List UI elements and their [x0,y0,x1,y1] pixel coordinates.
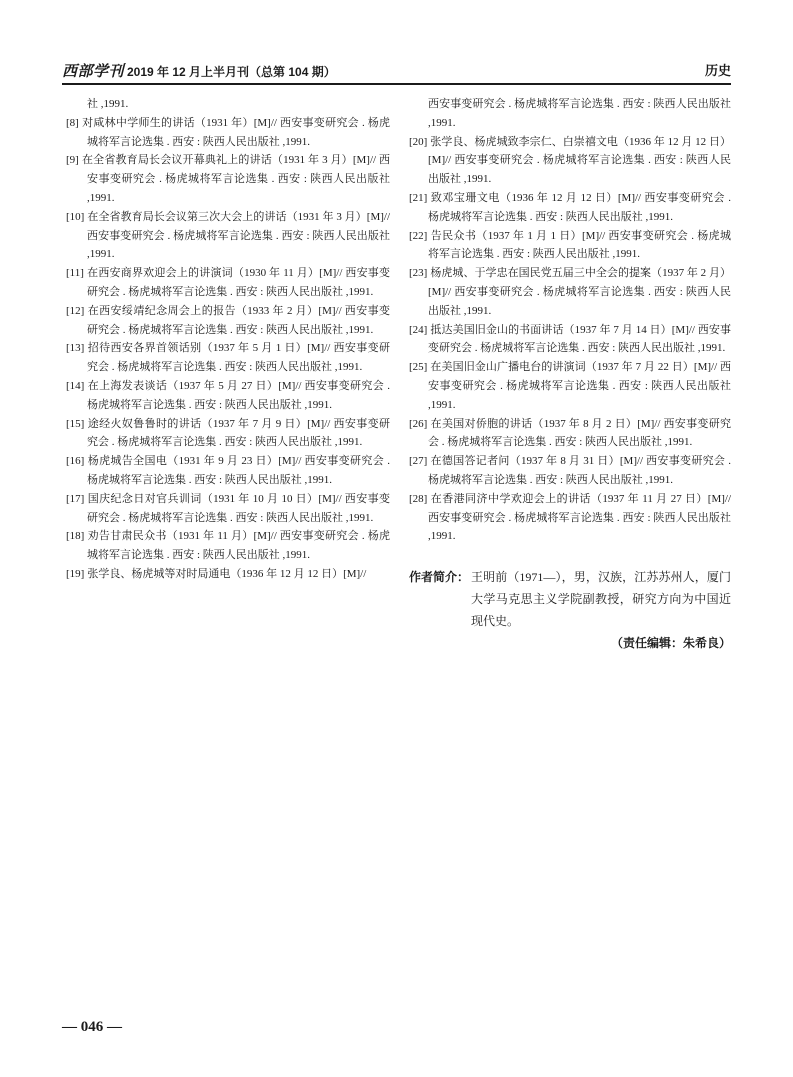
reference-text: 国庆纪念日对官兵训词（1931 年 10 月 10 日）[M]// 西安事变研究会 . 杨虎城将军言论选集 . 西安 : 陕西人民出版社 ,1991. [87,492,390,524]
reference-number: [28] [409,492,428,505]
references-left-column [66,95,390,584]
reference-text: 在西安商界欢迎会上的讲演词（1930 年 11 月）[M]// 西安事变研究会 . 杨虎城将军言论选集 . 西安 : 陕西人民出版社 ,1991. [86,267,390,298]
reference-text: 在西安绥靖纪念周会上的报告（1933 年 2 月）[M]// 西安事变研究会 . 杨虎城将军言论选集 . 西安 : 陕西人民出版社 ,1991. [87,304,390,336]
reference-text: 途经火奴鲁鲁时的讲话（1937 年 7 月 9 日）[M]// 西安事变研究会 . 杨虎城将军言论选集 . 西安 : 陕西人民出版社 ,1991. [87,417,390,449]
reference-item [66,339,390,377]
reference-item [409,264,731,320]
reference-text: 在上海发表谈话（1937 年 5 月 27 日）[M]// 西安事变研究会 . 杨虎城将军言论选集 . 西安 : 陕西人民出版社 ,1991. [87,379,390,411]
reference-item [66,264,390,302]
reference-number: [15] [66,417,85,430]
reference-number: [13] [66,342,85,355]
reference-number: [20] [409,135,428,148]
reference-item [409,321,731,359]
reference-item [66,302,390,340]
reference-item [409,227,731,265]
reference-number: [9] [66,154,79,167]
page-number: — 046 — [62,1019,122,1035]
reference-number: [27] [409,455,428,468]
header-rule [62,83,731,85]
reference-text: 在全省教育局长会议开幕典礼上的讲话（1931 年 3 月）[M]// 西安事变研究会 . 杨虎城将军言论选集 . 西安 : 陕西人民出版社 ,1991. [81,154,390,204]
reference-number: [21] [409,191,428,204]
reference-item [66,490,390,528]
reference-item [409,415,731,453]
reference-text: 杨虎城告全国电（1931 年 9 月 23 日）[M]// 西安事变研究会 . 杨虎城将军言论选集 . 西安 : 陕西人民出版社 ,1991. [87,455,390,486]
reference-item [66,114,390,152]
reference-number: [24] [409,323,428,336]
reference-text: 在美国旧金山广播电台的讲演词（1937 年 7 月 22 日）[M]// 西安事变研究会 . 杨虎城将军言论选集 . 西安 : 陕西人民出版社 ,1991. [428,361,731,411]
reference-text: 在美国对侨胞的讲话（1937 年 8 月 2 日）[M]// 西安事变研究会 . 杨虎城将军言论选集 . 西安 : 陕西人民出版社 ,1991. [428,417,731,449]
author-bio [409,566,731,632]
reference-item [66,208,390,264]
author-bio-label: 作者简介： [409,570,470,585]
reference-item [66,452,390,490]
reference-number: [19] [66,567,85,580]
reference-number: [22] [409,229,428,242]
reference-number: [26] [409,417,428,430]
reference-number: [16] [66,455,85,468]
reference-text: 张学良、杨虎城等对时局通电（1936 年 12 月 12 日）[M]// [87,567,367,580]
reference-number: [17] [66,492,85,505]
journal-logo: 西部学刊 [62,62,125,80]
section-label: 历史 [704,63,731,78]
reference-number: [8] [66,116,79,129]
reference-continuation [66,95,390,114]
author-bio-text: 王明前（1971—），男，汉族，江苏苏州人，厦门大学马克思主义学院副教授，研究方向为中国近现代史。 [471,570,731,629]
reference-item [66,415,390,453]
reference-item [66,527,390,565]
reference-item [66,377,390,415]
reference-number: [11] [66,267,84,280]
reference-text: 对咸林中学师生的讲话（1931 年）[M]// 西安事变研究会 . 杨虎城将军言论选集 . 西安 : 陕西人民出版社 ,1991. [81,116,390,148]
reference-number: [14] [66,379,85,392]
reference-item [409,358,731,414]
reference-text: 劝告甘肃民众书（1931 年 11 月）[M]// 西安事变研究会 . 杨虎城将军言论选集 . 西安 : 陕西人民出版社 ,1991. [87,530,390,562]
reference-item [409,133,731,189]
reference-number: [23] [409,267,428,280]
reference-text: 致邓宝珊文电（1936 年 12 月 12 日）[M]// 西安事变研究会 . 杨虎城将军言论选集 . 西安 : 陕西人民出版社 ,1991. [428,191,731,223]
reference-text: 杨虎城、于学忠在国民党五届三中全会的提案（1937 年 2 月）[M]// 西安事变研究会 . 杨虎城将军言论选集 . 西安 : 陕西人民出版社 ,1991. [428,267,731,317]
reference-text: 告民众书（1937 年 1 月 1 日）[M]// 西安事变研究会 . 杨虎城将军言论选集 . 西安 : 陕西人民出版社 ,1991. [428,229,731,261]
page-header [62,61,731,81]
reference-item [66,151,390,207]
issue-info: 2019 年 12 月上半月刊（总第 104 期） [127,65,336,79]
reference-text: 抵达美国旧金山的书面讲话（1937 年 7 月 14 日）[M]// 西安事变研究会 . 杨虎城将军言论选集 . 西安 : 陕西人民出版社 ,1991. [428,323,731,355]
reference-number: [25] [409,361,428,374]
reference-item [409,189,731,227]
reference-text: 西安事变研究会 . 杨虎城将军言论选集 . 西安 : 陕西人民出版社 ,1991. [428,98,731,129]
reference-item [66,565,390,584]
reference-item [409,452,731,490]
reference-text: 在德国答记者问（1937 年 8 月 31 日）[M]// 西安事变研究会 . 杨虎城将军言论选集 . 西安 : 陕西人民出版社 ,1991. [428,455,731,486]
reference-number: [12] [66,304,85,317]
reference-number: [10] [66,210,85,223]
reference-text: 在香港同济中学欢迎会上的讲话（1937 年 11 月 27 日）[M]// 西安事变研究会 . 杨虎城将军言论选集 . 西安 : 陕西人民出版社 ,1991. [428,492,731,543]
references-right-column [409,95,731,654]
reference-text: 社 ,1991. [87,98,129,110]
reference-item [409,490,731,546]
reference-text: 在全省教育局长会议第三次大会上的讲话（1931 年 3 月）[M]// 西安事变研究会 . 杨虎城将军言论选集 . 西安 : 陕西人民出版社 ,1991. [87,210,390,261]
reference-number: [18] [66,530,85,543]
reference-text: 招待西安各界首领话别（1937 年 5 月 1 日）[M]// 西安事变研究会 . 杨虎城将军言论选集 . 西安 : 陕西人民出版社 ,1991. [87,342,390,374]
editor-credit: （责任编辑：朱希良） [610,636,731,651]
reference-text: 张学良、杨虎城致李宗仁、白崇禧文电（1936 年 12 月 12 日）[M]// 西安事变研究会 . 杨虎城将军言论选集 . 西安 : 陕西人民出版社 ,1991. [428,135,731,186]
reference-continuation [409,95,731,133]
